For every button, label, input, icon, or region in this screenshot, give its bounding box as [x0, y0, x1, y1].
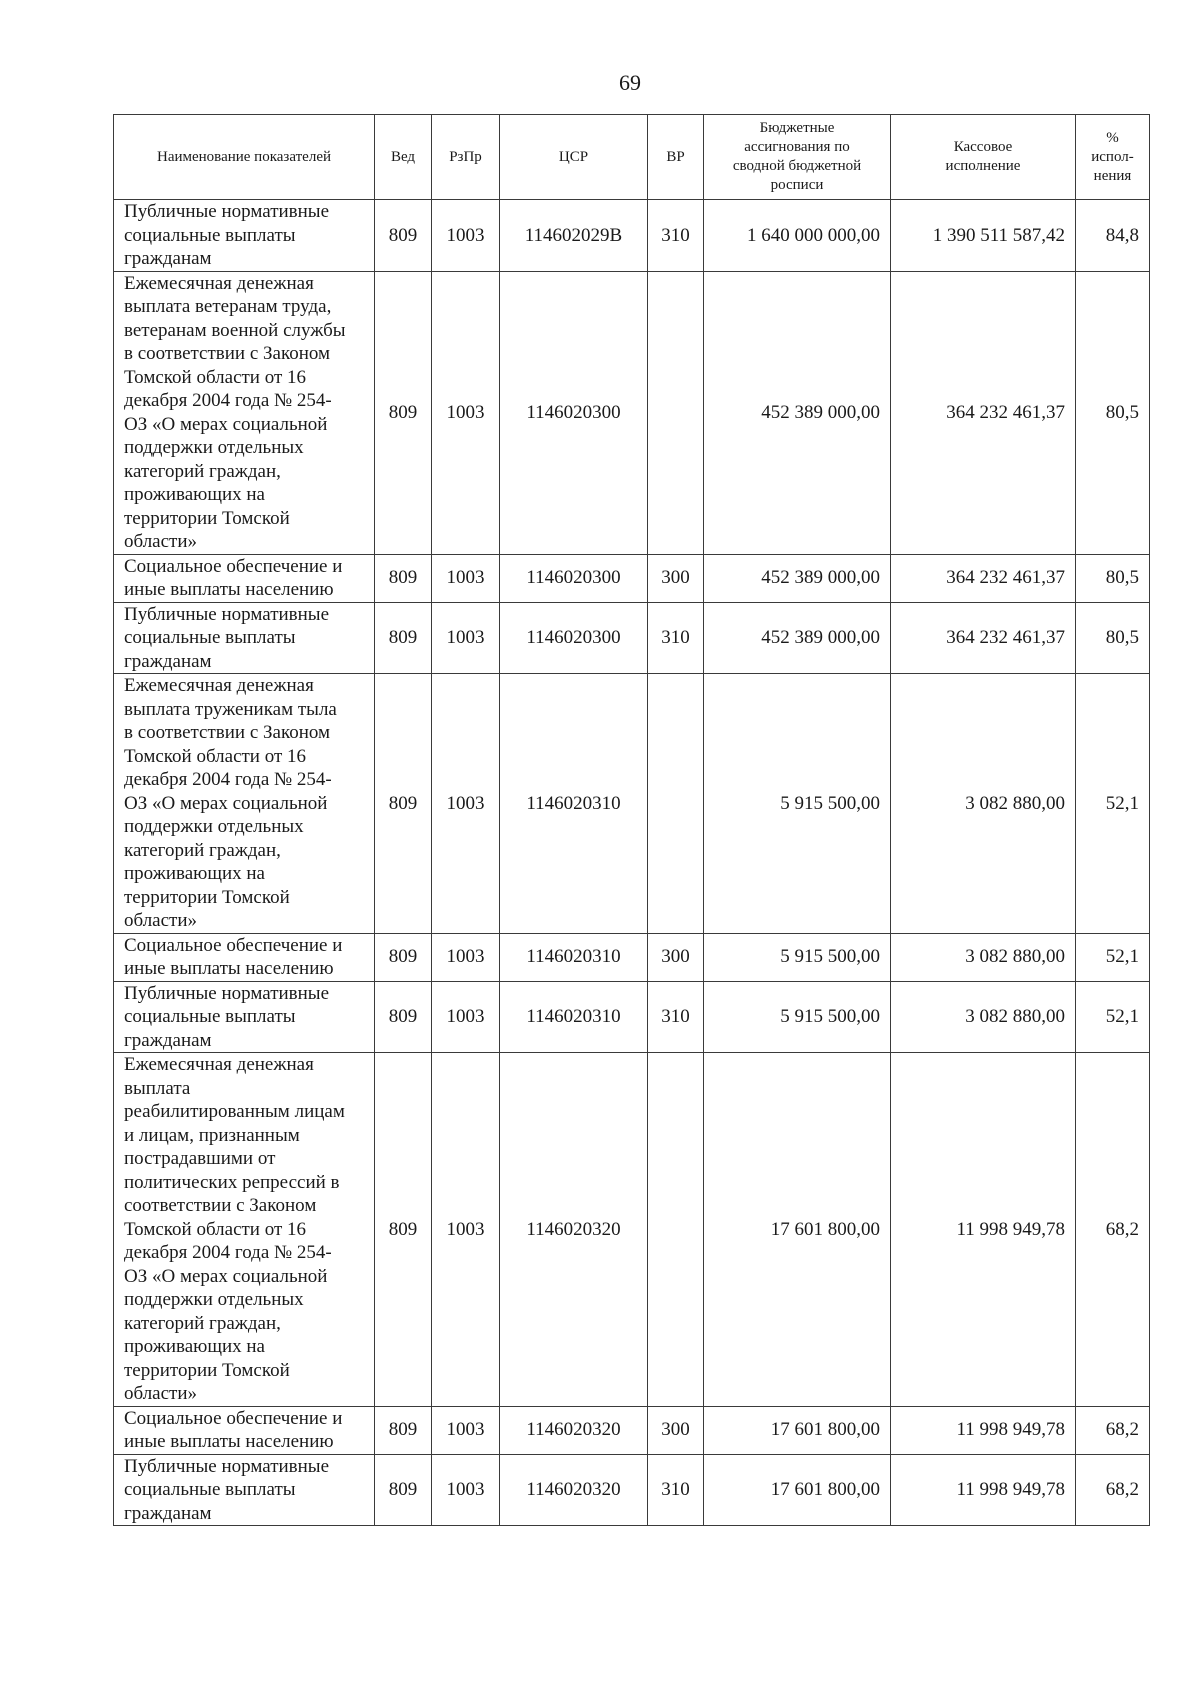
cell-csr: 1146020320: [500, 1406, 648, 1454]
header-percent-line: испол-: [1091, 148, 1134, 165]
indicator-name-line: Ежемесячная денежная: [124, 1054, 314, 1075]
indicator-name-line: иные выплаты населению: [124, 1431, 334, 1452]
cell-ved: 809: [375, 981, 432, 1053]
indicator-name-line: декабря 2004 года № 254-: [124, 1242, 332, 1263]
header-ved: Вед: [375, 115, 432, 200]
cell-assignments: 17 601 800,00: [704, 1454, 891, 1526]
cell-csr: 1146020320: [500, 1053, 648, 1407]
table-row: [114, 1406, 1150, 1454]
cell-indicator-name: [114, 674, 375, 934]
cell-ved: 809: [375, 1406, 432, 1454]
indicator-name-line: территории Томской: [124, 886, 290, 908]
indicator-name-line: категорий граждан,: [124, 460, 281, 482]
header-percent-line: %: [1106, 129, 1119, 146]
cell-execution: 1 390 511 587,42: [891, 200, 1076, 272]
header-assignments-line: росписи: [770, 177, 824, 193]
cell-execution: 364 232 461,37: [891, 602, 1076, 674]
header-assignments-line: ассигнования по: [744, 139, 850, 155]
cell-percent: 80,5: [1076, 602, 1150, 674]
cell-rzpr: 1003: [432, 933, 500, 981]
indicator-name-line: в соответствии с Законом: [124, 343, 331, 364]
indicator-name-line: выплата ветеранам труда,: [124, 296, 332, 317]
indicator-name-line: области»: [124, 531, 198, 552]
cell-csr: 1146020310: [500, 981, 648, 1053]
indicator-name-line: Томской области от 16: [124, 366, 307, 388]
indicator-name-line: и лицам, признанным: [124, 1124, 300, 1146]
table-row: [114, 933, 1150, 981]
header-execution: [891, 115, 1076, 200]
header-assignments-line: Бюджетные: [759, 120, 835, 136]
cell-indicator-name: [114, 981, 375, 1053]
indicator-name-line: пострадавшими от: [124, 1148, 276, 1169]
indicator-name-line: гражданам: [124, 248, 212, 269]
indicator-name-line: гражданам: [124, 650, 212, 672]
table-row: [114, 1454, 1150, 1526]
indicator-name-line: области»: [124, 1383, 198, 1404]
cell-execution: 3 082 880,00: [891, 674, 1076, 934]
cell-indicator-name: [114, 1406, 375, 1454]
cell-vr: 310: [648, 1454, 704, 1526]
cell-percent: 68,2: [1076, 1406, 1150, 1454]
header-execution-line: исполнение: [945, 158, 1021, 174]
header-csr: ЦСР: [500, 115, 648, 200]
indicator-name-line: поддержки отдельных: [124, 1289, 304, 1310]
indicator-name-line: проживающих на: [124, 484, 265, 505]
header-rzpr: РзПр: [432, 115, 500, 200]
header-execution-line: Кассовое: [953, 139, 1013, 155]
indicator-name-line: Социальное обеспечение и: [124, 1407, 343, 1429]
indicator-name-line: гражданам: [124, 1502, 212, 1524]
budget-execution-table: [113, 114, 1150, 1526]
cell-vr: 300: [648, 933, 704, 981]
cell-percent: 52,1: [1076, 674, 1150, 934]
indicator-name-line: декабря 2004 года № 254-: [124, 390, 332, 411]
cell-indicator-name: [114, 933, 375, 981]
cell-indicator-name: [114, 271, 375, 554]
cell-csr: 1146020300: [500, 602, 648, 674]
cell-assignments: 5 915 500,00: [704, 933, 891, 981]
table-row: [114, 200, 1150, 272]
cell-assignments: 452 389 000,00: [704, 602, 891, 674]
indicator-name-line: территории Томской: [124, 1359, 290, 1381]
cell-assignments: 17 601 800,00: [704, 1406, 891, 1454]
indicator-name-line: выплата труженикам тыла: [124, 698, 337, 720]
cell-csr: 1146020320: [500, 1454, 648, 1526]
cell-indicator-name: [114, 1053, 375, 1407]
cell-execution: 11 998 949,78: [891, 1053, 1076, 1407]
cell-ved: 809: [375, 200, 432, 272]
cell-ved: 809: [375, 1454, 432, 1526]
cell-vr: 310: [648, 981, 704, 1053]
indicator-name-line: Ежемесячная денежная: [124, 272, 314, 294]
cell-percent: 68,2: [1076, 1053, 1150, 1407]
cell-csr: 1146020310: [500, 933, 648, 981]
cell-csr: 1146020300: [500, 271, 648, 554]
header-percent: [1076, 115, 1150, 200]
cell-execution: 364 232 461,37: [891, 271, 1076, 554]
cell-rzpr: 1003: [432, 602, 500, 674]
cell-indicator-name: [114, 554, 375, 602]
cell-execution: 3 082 880,00: [891, 981, 1076, 1053]
cell-percent: 52,1: [1076, 933, 1150, 981]
cell-execution: 3 082 880,00: [891, 933, 1076, 981]
cell-ved: 809: [375, 933, 432, 981]
cell-vr: 300: [648, 1406, 704, 1454]
cell-indicator-name: [114, 1454, 375, 1526]
cell-vr: [648, 271, 704, 554]
cell-assignments: 5 915 500,00: [704, 981, 891, 1053]
header-assignments: [704, 115, 891, 200]
table-header-row: [114, 115, 1150, 200]
indicator-name-line: социальные выплаты: [124, 1006, 296, 1027]
indicator-name-line: соответствии с Законом: [124, 1195, 317, 1216]
cell-ved: 809: [375, 554, 432, 602]
cell-assignments: 452 389 000,00: [704, 271, 891, 554]
cell-vr: [648, 674, 704, 934]
indicator-name-line: Публичные нормативные: [124, 1455, 330, 1477]
cell-vr: 300: [648, 554, 704, 602]
indicator-name-line: ОЗ «О мерах социальной: [124, 1265, 328, 1287]
indicator-name-line: социальные выплаты: [124, 1479, 296, 1500]
cell-ved: 809: [375, 602, 432, 674]
indicator-name-line: выплата: [124, 1077, 191, 1099]
cell-rzpr: 1003: [432, 200, 500, 272]
cell-ved: 809: [375, 1053, 432, 1407]
page-number: 69: [619, 70, 641, 95]
indicator-name-line: поддержки отдельных: [124, 437, 304, 458]
indicator-name-line: проживающих на: [124, 1336, 265, 1357]
cell-assignments: 1 640 000 000,00: [704, 200, 891, 272]
indicator-name-line: декабря 2004 года № 254-: [124, 769, 332, 790]
table-row: [114, 981, 1150, 1053]
table-row: [114, 554, 1150, 602]
header-name: Наименование показателей: [114, 115, 375, 200]
cell-indicator-name: [114, 200, 375, 272]
header-vr: ВР: [648, 115, 704, 200]
indicator-name-line: политических репрессий в: [124, 1171, 340, 1193]
header-percent-line: нения: [1093, 167, 1132, 184]
indicator-name-line: категорий граждан,: [124, 839, 281, 861]
indicator-name-line: ветеранам военной службы: [124, 319, 346, 341]
indicator-name-line: Ежемесячная денежная: [124, 675, 314, 696]
cell-ved: 809: [375, 674, 432, 934]
table-row: [114, 271, 1150, 554]
indicator-name-line: категорий граждан,: [124, 1312, 281, 1334]
cell-rzpr: 1003: [432, 674, 500, 934]
cell-rzpr: 1003: [432, 981, 500, 1053]
indicator-name-line: Публичные нормативные: [124, 201, 330, 222]
cell-execution: 11 998 949,78: [891, 1454, 1076, 1526]
cell-assignments: 5 915 500,00: [704, 674, 891, 934]
cell-vr: 310: [648, 602, 704, 674]
header-assignments-line: сводной бюджетной: [732, 158, 862, 174]
indicator-name-line: социальные выплаты: [124, 627, 296, 648]
indicator-name-line: Социальное обеспечение и: [124, 555, 343, 577]
table-row: [114, 602, 1150, 674]
indicator-name-line: области»: [124, 910, 198, 931]
indicator-name-line: территории Томской: [124, 507, 290, 529]
cell-percent: 68,2: [1076, 1454, 1150, 1526]
cell-assignments: 452 389 000,00: [704, 554, 891, 602]
indicator-name-line: в соответствии с Законом: [124, 722, 331, 743]
cell-csr: 114602029В: [500, 200, 648, 272]
cell-vr: 310: [648, 200, 704, 272]
indicator-name-line: иные выплаты населению: [124, 579, 334, 600]
indicator-name-line: Томской области от 16: [124, 745, 307, 767]
cell-execution: 11 998 949,78: [891, 1406, 1076, 1454]
cell-percent: 80,5: [1076, 271, 1150, 554]
table-row: [114, 674, 1150, 934]
cell-rzpr: 1003: [432, 1053, 500, 1407]
cell-indicator-name: [114, 602, 375, 674]
cell-csr: 1146020300: [500, 554, 648, 602]
cell-rzpr: 1003: [432, 271, 500, 554]
cell-rzpr: 1003: [432, 1454, 500, 1526]
cell-percent: 52,1: [1076, 981, 1150, 1053]
indicator-name-line: Социальное обеспечение и: [124, 934, 343, 956]
table-row: [114, 1053, 1150, 1407]
indicator-name-line: Томской области от 16: [124, 1218, 307, 1240]
indicator-name-line: поддержки отдельных: [124, 816, 304, 837]
cell-csr: 1146020310: [500, 674, 648, 934]
indicator-name-line: социальные выплаты: [124, 224, 296, 246]
cell-vr: [648, 1053, 704, 1407]
cell-ved: 809: [375, 271, 432, 554]
cell-rzpr: 1003: [432, 1406, 500, 1454]
indicator-name-line: гражданам: [124, 1029, 212, 1051]
table-body: [114, 200, 1150, 1526]
cell-percent: 84,8: [1076, 200, 1150, 272]
indicator-name-line: реабилитированным лицам: [124, 1101, 345, 1122]
indicator-name-line: проживающих на: [124, 863, 265, 884]
indicator-name-line: ОЗ «О мерах социальной: [124, 413, 328, 435]
indicator-name-line: Публичные нормативные: [124, 603, 330, 625]
cell-assignments: 17 601 800,00: [704, 1053, 891, 1407]
cell-rzpr: 1003: [432, 554, 500, 602]
indicator-name-line: иные выплаты населению: [124, 958, 334, 979]
indicator-name-line: ОЗ «О мерах социальной: [124, 792, 328, 814]
cell-execution: 364 232 461,37: [891, 554, 1076, 602]
cell-percent: 80,5: [1076, 554, 1150, 602]
indicator-name-line: Публичные нормативные: [124, 982, 330, 1004]
